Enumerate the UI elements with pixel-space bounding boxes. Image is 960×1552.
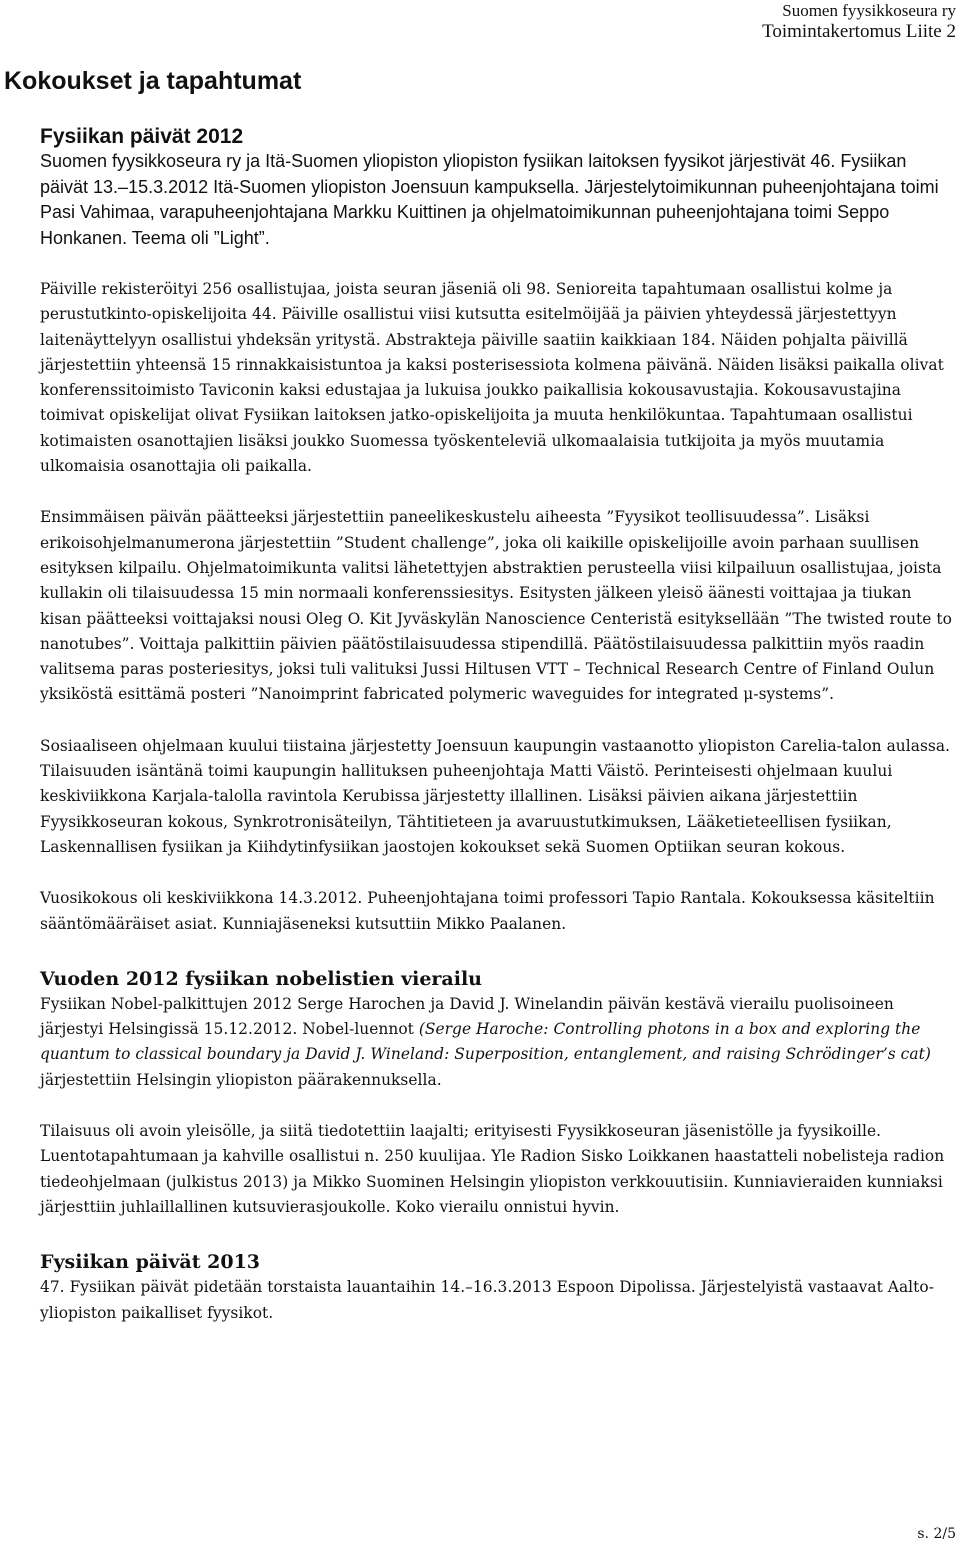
page-number: s. 2/5 [917,1526,956,1542]
header-document: Toimintakertomus Liite 2 [762,21,956,42]
paragraph-nobel-lectures [40,992,955,1093]
nobel-text-end: järjestettiin Helsingin yliopiston päärakennuksella. [40,1070,442,1089]
section-heading-nobel-visit: Vuoden 2012 fysiikan nobelistien vierailu [40,967,482,990]
paragraph-program: Ensimmäisen päivän päätteeksi järjestettiin paneelikeskustelu aiheesta ”Fyysikot teollisuudessa”. Lisäksi erikoisohjelmanumerona järjestettiin ”Student challenge”, joka oli kaikille opiskelijoille avoin parhaan suullisen esityksen kilpailu. Ohjelmatoimikunta valitsi lähetettyjen abstraktien perusteella viisi kilpailuun osallistujaa, joista kullakin oli tilaisuudessa 15 min normaali konferenssiesitys. Esitysten jälkeen yleisö äänesti voittajaa ja tiukan kisan päätteeksi voittajaksi nousi Oleg O. Kit Jyväskylän Nanoscience Centeristä esityksellään ”The twisted route to nanotubes”. Voittaja palkittiin päivien päätöstilaisuudessa stipendillä. Päätöstilaisuudessa palkittiin myös raadin valitsema paras posteriesitys, joksi tuli valituksi Jussi Hiltusen VTT – Technical Research Centre of Finland Oulun yksiköstä esittämä posteri ”Nanoimprint fabricated polymeric waveguides for integrated μ-systems”. [40,508,952,704]
header-org: Suomen fyysikkoseura ry [782,1,956,20]
page-header [762,0,956,42]
nobel-lecture-titles: (Serge Haroche: Controlling photons in a box and exploring the quantum to classical boundary ja David J. Wineland: Superposition, entanglement, and raising Schrödinger’s cat) [40,1020,931,1064]
page-title: Kokoukset ja tapahtumat [4,67,302,95]
paragraph-social-program: Sosiaaliseen ohjelmaan kuului tiistaina järjestetty Joensuun kaupungin vastaanotto yliopiston Carelia-talon aulassa. Tilaisuuden isäntänä toimi kaupungin hallituksen puheenjohtaja Matti Väistö. Perinteisesti ohjelmaan kuului keskiviikkona Karjala-talolla ravintola Kerubissa järjestetty illallinen. Lisäksi päivien aikana järjestettiin Fyysikkoseuran kokous, Synkrotronisäteilyn, Tähtitieteen ja avaruustutkimuksen, Lääketieteellisen fysiikan, Laskennallisen fysiikan ja Kiihdytinfysiikan jaostojen kokoukset sekä Suomen Optiikan seuran kokous. [40,736,951,856]
paragraph-nobel-event: Tilaisuus oli avoin yleisölle, ja siitä tiedotettiin laajalti; erityisesti Fyysikkoseuran jäsenistölle ja fyysikoille. Luentotapahtumaan ja kahville osallistui n. 250 kuulijaa. Yle Radion Sisko Loikkanen haastatteli nobelisteja radion tiedeohjelmaan (julkistus 2013) ja Mikko Suominen Helsingin yliopiston verkkouutisiin. Kunniavieraiden kunniaksi järjesttiin juhlaillallinen kutsuvierasjoukolle. Koko vierailu onnistui hyvin. [40,1122,945,1216]
paragraph-participants: Päiville rekisteröityi 256 osallistujaa, joista seuran jäseniä oli 98. Senioreita tapahtumaan osallistui kolme ja perustutkinto-opiskelijoita 44. Päiville osallistui viisi kutsutta esitelmöijää ja päivien yhteydessä järjestettyyn laitenäyttelyyn osallistui yhdeksän yritystä. Abstrakteja päiville saatiin kaikkiaan 184. Näiden pohjalta päivillä järjestettiin yhteensä 15 rinnakkaisistuntoa ja kaksi posterisessiota kolmena päivänä. Näiden lisäksi paikalla olivat konferenssitoimisto Taviconin kaksi edustajaa ja lukuisa joukko paikallisia kokousavustajia. Kokousavustajina toimivat opiskelijat olivat Fysiikan laitoksen jatko-opiskelijoita ja muuta henkilökuntaa. Tapahtumaan osallistui kotimaisten osanottajien lisäksi joukko Suomessa työskenteleviä ulkomaalaisia tutkijoita ja myös muutamia ulkomaisia osanottajia oli paikalla. [40,280,944,476]
document-body [40,124,955,1326]
paragraph-2013-event: 47. Fysiikan päivät pidetään torstaista lauantaihin 14.–16.3.2013 Espoon Dipolissa. Järjestelyistä vastaavat Aalto-yliopiston paikalliset fyysikot. [40,1278,934,1322]
paragraph-annual-meeting: Vuosikokous oli keskiviikkona 14.3.2012. Puheenjohtajana toimi professori Tapio Rantala. Kokouksessa käsiteltiin sääntömääräiset asiat. Kunniajäseneksi kutsuttiin Mikko Paalanen. [40,889,935,933]
section-heading-fysiikan-paivat-2012: Fysiikan päivät 2012 [40,125,244,148]
nobel-text-start: Fysiikan Nobel-palkittujen 2012 Serge Harochen ja David J. Winelandin päivän kestävä vierailu puolisoineen järjestyi Helsingissä 15.12.2012. Nobel-luennot [40,994,894,1039]
paragraph-intro: Suomen fyysikkoseura ry ja Itä-Suomen yliopiston yliopiston fysiikan laitoksen fyysikot järjestivät 46. Fysiikan päivät 13.–15.3.2012 Itä-Suomen yliopiston Joensuun kampuksella. Järjestelytoimikunnan puheenjohtajana toimi Pasi Vahimaa, varapuheenjohtajana Markku Kuittinen ja ohjelmatoimikunnan puheenjohtajana toimi Seppo Honkanen. Teema oli ”Light”. [40,151,939,248]
section-heading-fysiikan-paivat-2013: Fysiikan päivät 2013 [40,1251,261,1274]
